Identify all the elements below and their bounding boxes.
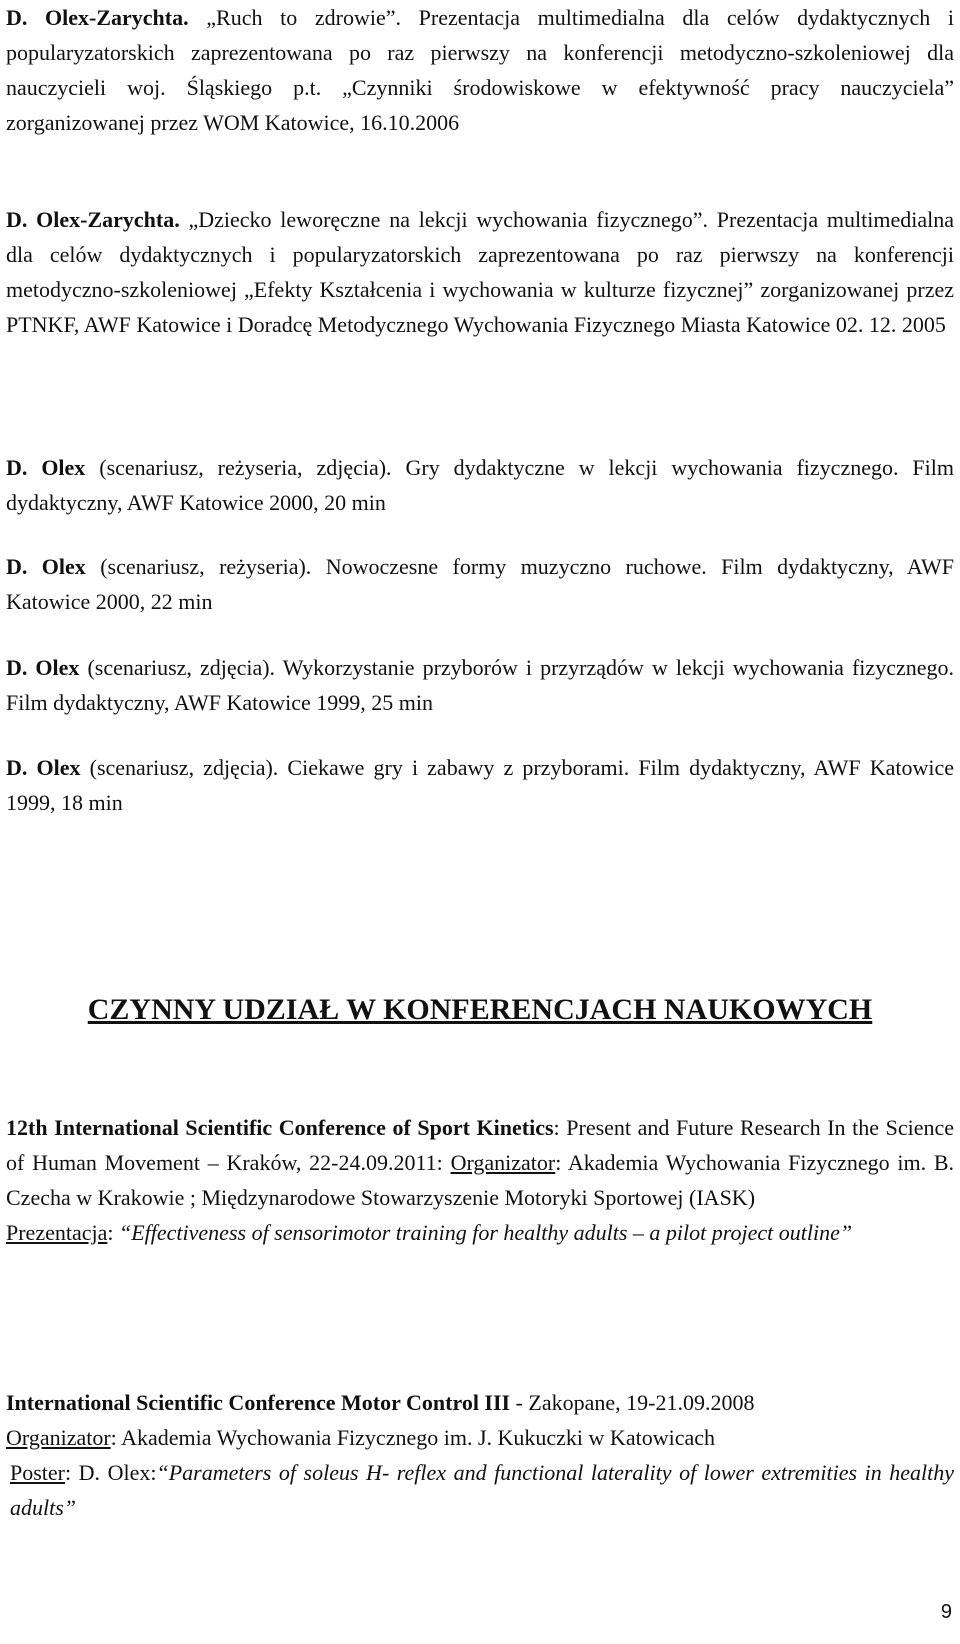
conference-entry-2 — [6, 1385, 954, 1525]
entry-text: (scenariusz, reżyseria). Nowoczesne formy muzyczno ruchowe. Film dydaktyczny, AWF Katowice 2000, 22 min — [6, 554, 954, 614]
entry-text: (scenariusz, zdjęcia). Wykorzystanie przyborów i przyrządów w lekcji wychowania fizycznego. Film dydaktyczny, AWF Katowice 1999, 25 min — [6, 655, 954, 715]
page-number: 9 — [940, 1601, 952, 1623]
presentation-sep: : — [107, 1220, 119, 1245]
publication-entry-5 — [6, 650, 954, 720]
organizer-label: Organizator — [6, 1425, 111, 1450]
organizer-label: Organizator — [450, 1150, 556, 1175]
publication-entry-3 — [6, 450, 954, 520]
conference-entry-1 — [6, 1110, 954, 1250]
presentation-label: Prezentacja — [6, 1220, 108, 1245]
conference-title: International Scientific Conference Motor Control III — [6, 1390, 511, 1415]
entry-text: „Ruch to zdrowie”. Prezentacja multimedialna dla celów dydaktycznych i popularyzatorskich zaprezentowana po raz pierwszy na konferencji metodyczno-szkoleniowej dla nauczycieli woj. Śląskiego p.t. „Czynniki środowiskowe w efektywność pracy nauczyciela” zorganizowanej przez WOM Katowice, 16.10.2006 — [6, 5, 954, 135]
entry-author: D. Olex — [6, 554, 86, 579]
publication-entry-6 — [6, 750, 954, 820]
entry-author: D. Olex — [6, 455, 86, 480]
entry-text: „Dziecko leworęczne na lekcji wychowania fizycznego”. Prezentacja multimedialna dla celów dydaktycznych i popularyzatorskich zaprezentowana po raz pierwszy na konferencji metodyczno-szkoleniowej „Efekty Kształcenia i wychowania w kulturze fizycznej” zorganizowanej przez PTNKF, AWF Katowice i Doradcę Metodycznego Wychowania Fizycznego Miasta Katowice 02. 12. 2005 — [6, 207, 954, 337]
publication-entry-2 — [6, 202, 954, 342]
publication-entry-1 — [6, 0, 954, 140]
conference-desc: : Present and Future Research In the Science of Human Movement – Kraków, 22-24.09.2011: — [6, 1115, 955, 1175]
entry-author: D. Olex — [6, 655, 80, 680]
section-heading: CZYNNY UDZIAŁ W KONFERENCJACH NAUKOWYCH — [87, 993, 873, 1026]
organizer-text: : Akademia Wychowania Fizycznego im. J. Kukuczki w Katowicach — [110, 1425, 715, 1450]
poster-line — [6, 1455, 954, 1525]
entry-text: (scenariusz, reżyseria, zdjęcia). Gry dydaktyczne w lekcji wychowania fizycznego. Film dydaktyczny, AWF Katowice 2000, 20 min — [6, 455, 954, 515]
presentation-title: “Effectiveness of sensorimotor training for healthy adults – a pilot project outline” — [119, 1220, 853, 1245]
entry-author: D. Olex-Zarychta. — [6, 207, 180, 232]
poster-label: Poster — [10, 1460, 65, 1485]
presentation-line — [6, 1215, 954, 1250]
organizer-text: : Akademia Wychowania Fizycznego im. B. Czecha w Krakowie ; Międzynarodowe Stowarzyszenie Motoryki Sportowej (IASK) — [6, 1150, 955, 1210]
poster-author: : D. Olex: — [65, 1460, 157, 1485]
conference-info — [6, 1385, 954, 1420]
conference-info — [6, 1110, 954, 1215]
conference-title: 12th International Scientific Conference of Sport Kinetics — [6, 1115, 554, 1140]
organizer-line — [6, 1420, 954, 1455]
entry-author: D. Olex-Zarychta. — [6, 5, 189, 30]
entry-author: D. Olex — [6, 755, 81, 780]
publication-entry-4 — [6, 549, 954, 619]
conference-desc: - Zakopane, 19-21.09.2008 — [510, 1390, 755, 1415]
poster-title: “Parameters of soleus H- reflex and functional laterality of lower extremities in healthy adults” — [10, 1460, 954, 1520]
entry-text: (scenariusz, zdjęcia). Ciekawe gry i zabawy z przyborami. Film dydaktyczny, AWF Katowice 1999, 18 min — [6, 755, 954, 815]
